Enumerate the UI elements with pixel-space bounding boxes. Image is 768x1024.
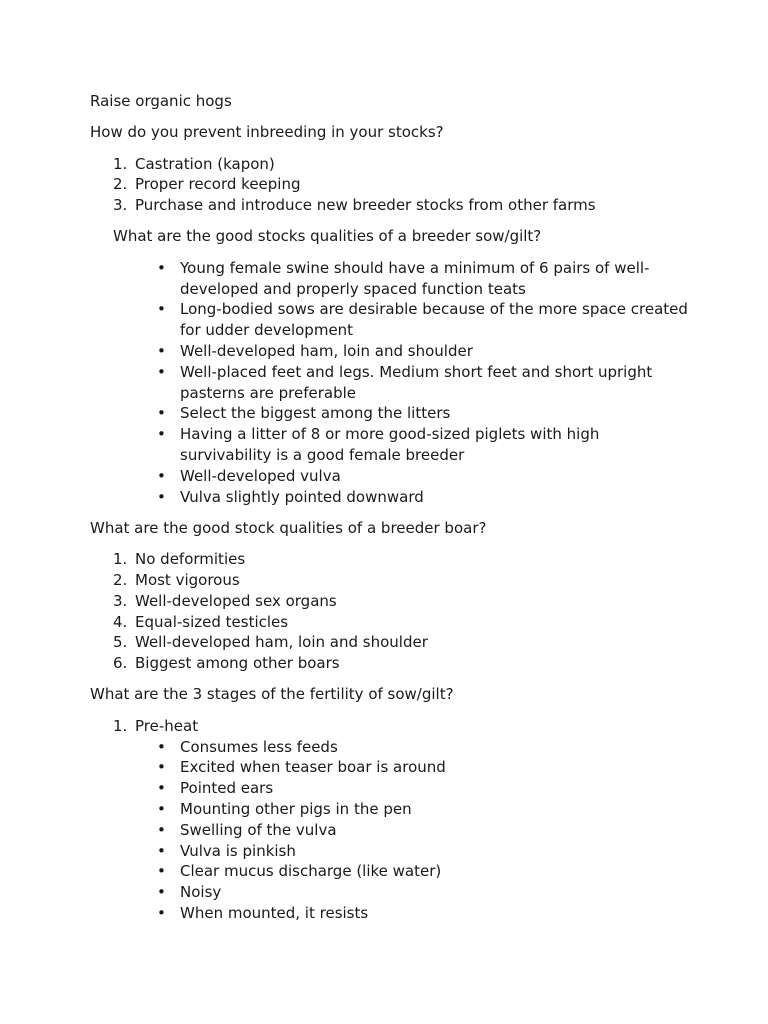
boar-qualities-list xyxy=(90,549,690,674)
list-item xyxy=(135,882,690,903)
bullet-icon: • xyxy=(157,903,166,922)
bullet-icon: • xyxy=(157,258,166,277)
list-item xyxy=(90,258,690,300)
bullet-icon: • xyxy=(157,779,166,798)
bullet-icon: • xyxy=(157,341,166,360)
list-item xyxy=(90,403,690,424)
fertility-stages-list xyxy=(90,716,690,924)
list-item xyxy=(90,424,690,466)
list-item-text: Noisy xyxy=(180,883,222,902)
list-item-text: Pointed ears xyxy=(180,779,274,798)
list-item-text: Clear mucus discharge (like water) xyxy=(180,862,442,881)
list-item: 3. Well-developed sex organs xyxy=(113,591,337,610)
list-item xyxy=(135,737,690,758)
question-inbreeding: How do you prevent inbreeding in your stocks? xyxy=(90,123,444,142)
bullet-icon: • xyxy=(157,425,166,444)
list-item-text: Long-bodied sows are desirable because of the more space created for udder development xyxy=(180,300,688,340)
bullet-icon: • xyxy=(157,862,166,881)
list-item-text: Equal-sized testicles xyxy=(135,612,289,631)
list-item-text: Excited when teaser boar is around xyxy=(180,758,446,777)
list-item xyxy=(90,362,690,404)
list-item xyxy=(135,903,690,924)
list-item-text: No deformities xyxy=(135,550,246,569)
bullet-icon: • xyxy=(157,737,166,756)
list-item: 5. Well-developed ham, loin and shoulder xyxy=(113,633,428,652)
list-item xyxy=(90,341,690,362)
question-boar-qualities: What are the good stock qualities of a breeder boar? xyxy=(90,518,487,537)
list-item-text: Well-developed sex organs xyxy=(135,591,337,610)
bullet-icon: • xyxy=(157,466,166,485)
list-item xyxy=(135,861,690,882)
list-item xyxy=(135,778,690,799)
list-item-text: Well-developed ham, loin and shoulder xyxy=(135,633,428,652)
list-item xyxy=(135,757,690,778)
list-item-text: Swelling of the vulva xyxy=(180,820,337,839)
document-page xyxy=(90,91,690,934)
list-item: 2. Most vigorous xyxy=(113,570,240,589)
list-item-text: Young female swine should have a minimum of 6 pairs of well-developed and properly spaced function teats xyxy=(180,258,650,298)
bullet-icon: • xyxy=(157,362,166,381)
list-item-text: Castration (kapon) xyxy=(135,154,275,173)
list-item-text: Vulva is pinkish xyxy=(180,841,296,860)
question-sow-qualities: What are the good stocks qualities of a breeder sow/gilt? xyxy=(113,227,542,246)
list-item: 6. Biggest among other boars xyxy=(113,654,340,673)
list-item-text: Well-developed vulva xyxy=(180,466,341,485)
list-item xyxy=(90,466,690,487)
list-item-text: Purchase and introduce new breeder stocks from other farms xyxy=(135,196,596,215)
list-item-text: Select the biggest among the litters xyxy=(180,404,451,423)
inbreeding-list xyxy=(90,154,690,216)
list-item-text: Most vigorous xyxy=(135,570,240,589)
list-item-text: Having a litter of 8 or more good-sized piglets with high survivability is a good female breeder xyxy=(180,425,600,464)
bullet-icon: • xyxy=(157,758,166,777)
bullet-icon: • xyxy=(157,883,166,902)
list-item: 1. No deformities xyxy=(113,550,246,569)
list-item: 1. Pre-heat • Consumes less feeds • Excited when teaser boar is around • Pointed ears • Mounting other pigs in the pen • Swelling of the vulva • Vulva is pinkish • Clear mucus discharge (like water) • Noisy • When mounted, it resists xyxy=(90,716,690,924)
list-item: 3. Purchase and introduce new breeder stocks from other farms xyxy=(113,196,596,215)
list-item xyxy=(135,841,690,862)
list-item-text: Mounting other pigs in the pen xyxy=(180,799,412,818)
list-item: 1. Castration (kapon) xyxy=(113,154,275,173)
list-item-text: Consumes less feeds xyxy=(180,737,338,756)
list-item xyxy=(90,299,690,341)
preheat-signs-list xyxy=(135,737,690,924)
list-item: 4. Equal-sized testicles xyxy=(113,612,289,631)
bullet-icon: • xyxy=(157,404,166,423)
list-item xyxy=(135,820,690,841)
list-item xyxy=(135,799,690,820)
list-item-text: Pre-heat xyxy=(135,716,199,735)
document-title: Raise organic hogs xyxy=(90,92,232,110)
list-item: 2. Proper record keeping xyxy=(113,175,301,194)
list-item xyxy=(90,487,690,508)
bullet-icon: • xyxy=(157,799,166,818)
bullet-icon: • xyxy=(157,487,166,506)
list-item-text: Proper record keeping xyxy=(135,175,301,194)
bullet-icon: • xyxy=(157,300,166,319)
list-item-text: Vulva slightly pointed downward xyxy=(180,487,424,506)
bullet-icon: • xyxy=(157,841,166,860)
sow-qualities-list xyxy=(90,258,690,508)
list-item-text: Well-developed ham, loin and shoulder xyxy=(180,341,473,360)
bullet-icon: • xyxy=(157,820,166,839)
list-item-text: Biggest among other boars xyxy=(135,654,340,673)
list-item-text: When mounted, it resists xyxy=(180,903,369,922)
question-fertility-stages: What are the 3 stages of the fertility of sow/gilt? xyxy=(90,685,454,704)
list-item-text: Well-placed feet and legs. Medium short feet and short upright pasterns are preferable xyxy=(180,362,653,402)
